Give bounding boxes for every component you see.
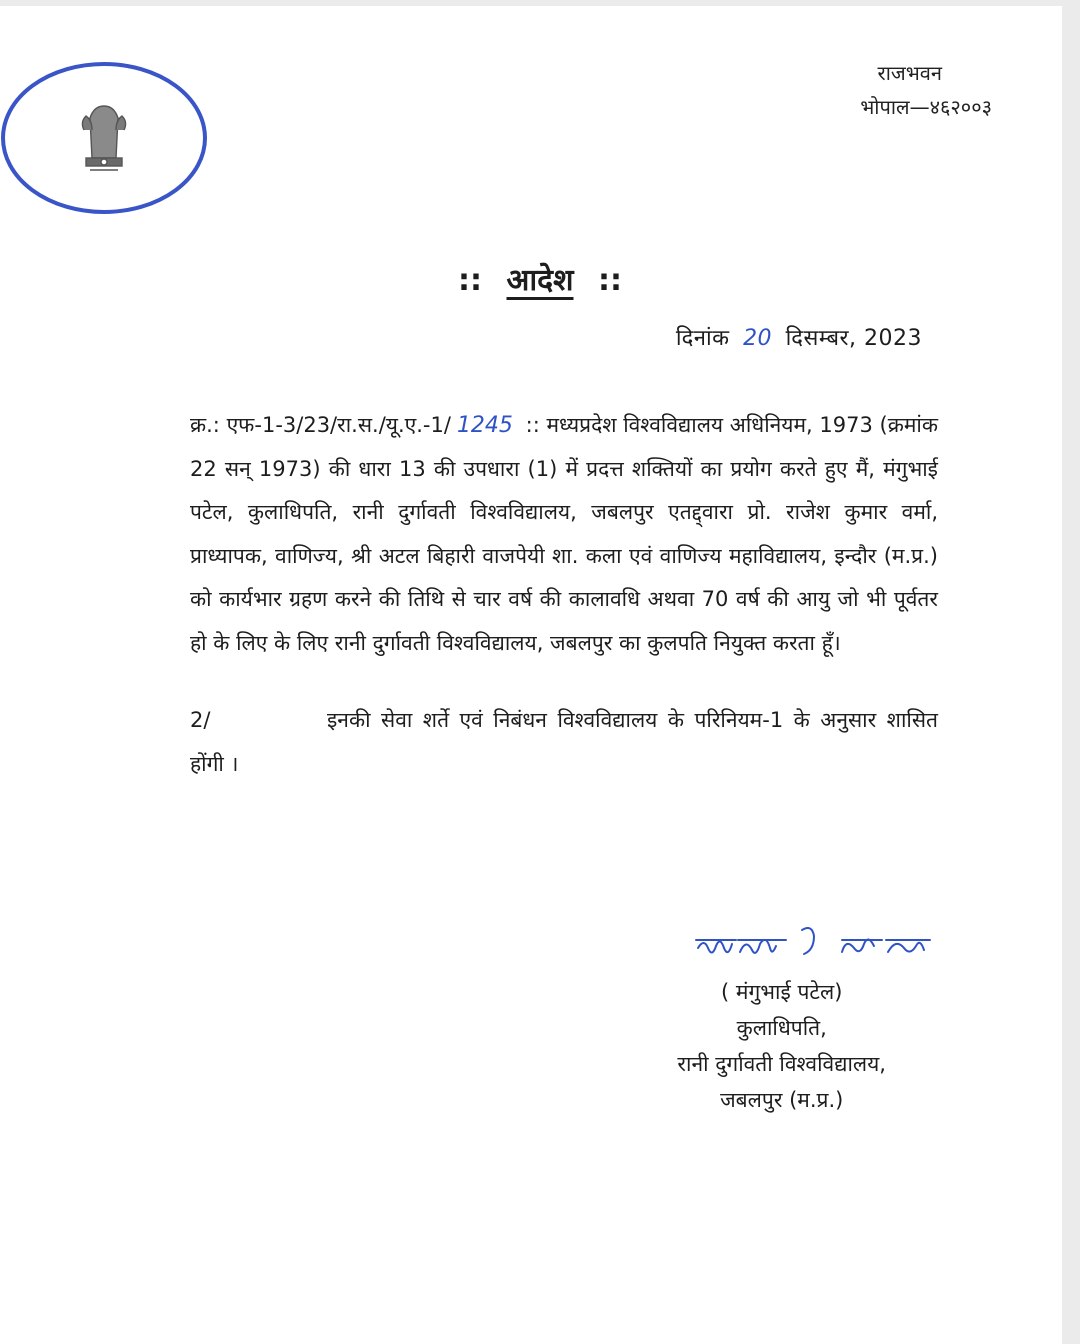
title-marker-right: :: bbox=[597, 263, 622, 298]
address-line-2: भोपाल—४६२००३ bbox=[860, 95, 992, 119]
office-address bbox=[860, 56, 992, 124]
signatory-city: जबलपुर (म.प्र.) bbox=[720, 1088, 844, 1112]
paragraph-1-text: :: मध्यप्रदेश विश्वविद्यालय अधिनियम, 1973 (क्रमांक 22 सन् 1973) की धारा 13 की उपधारा (1) में प्रदत्त शक्तियों का प्रयोग करते हुए मैं, मंगुभाई पटेल, कुलाधिपति, रानी दुर्गावती विश्वविद्यालय, जबलपुर एतद्द्वारा प्रो. राजेश कुमार वर्मा, प्राध्यापक, वाणिज्य, श्री अटल बिहारी वाजपेयी शा. कला एवं वाणिज्य महाविद्यालय, इन्दौर (म.प्र.) को कार्यभार ग्रहण करने की तिथि से चार वर्ष की कालावधि अथवा 70 वर्ष की आयु जो भी पूर्वतर हो के लिए के लिए रानी दुर्गावती विश्वविद्यालय, जबलपुर का कुलपति नियुक्त करता हूँ। bbox=[190, 413, 938, 655]
reference-prefix: क्र.: एफ-1-3/23/रा.स./यू.ए.-1/ bbox=[190, 413, 451, 437]
paragraph-2 bbox=[190, 699, 938, 786]
date-rest: दिसम्बर, 2023 bbox=[785, 326, 922, 351]
signatory-university: रानी दुर्गावती विश्वविद्यालय, bbox=[677, 1052, 886, 1076]
paragraph-2-text: इनकी सेवा शर्ते एवं निबंधन विश्वविद्यालय के परिनियम-1 के अनुसार शासित होंगी । bbox=[190, 708, 938, 776]
document-title bbox=[0, 258, 1080, 299]
signatory-designation: कुलाधिपति, bbox=[736, 1016, 827, 1040]
order-body bbox=[190, 404, 938, 786]
title-word: आदेश bbox=[506, 263, 574, 298]
title-marker-left: :: bbox=[458, 263, 483, 298]
governor-seal bbox=[0, 58, 210, 218]
signatory-block bbox=[677, 974, 886, 1118]
order-date bbox=[676, 322, 922, 352]
signatory-name: ( मंगुभाई पटेल) bbox=[721, 980, 843, 1004]
paragraph-2-number: 2/ bbox=[190, 708, 211, 732]
address-line-1: राजभवन bbox=[877, 61, 942, 85]
date-label: दिनांक bbox=[675, 326, 730, 351]
handwritten-signature bbox=[692, 918, 942, 978]
reference-number-handwritten: 1245 bbox=[456, 413, 513, 438]
document-page bbox=[0, 6, 1062, 1344]
paragraph-1 bbox=[190, 404, 938, 665]
date-day-handwritten: 20 bbox=[743, 326, 773, 351]
